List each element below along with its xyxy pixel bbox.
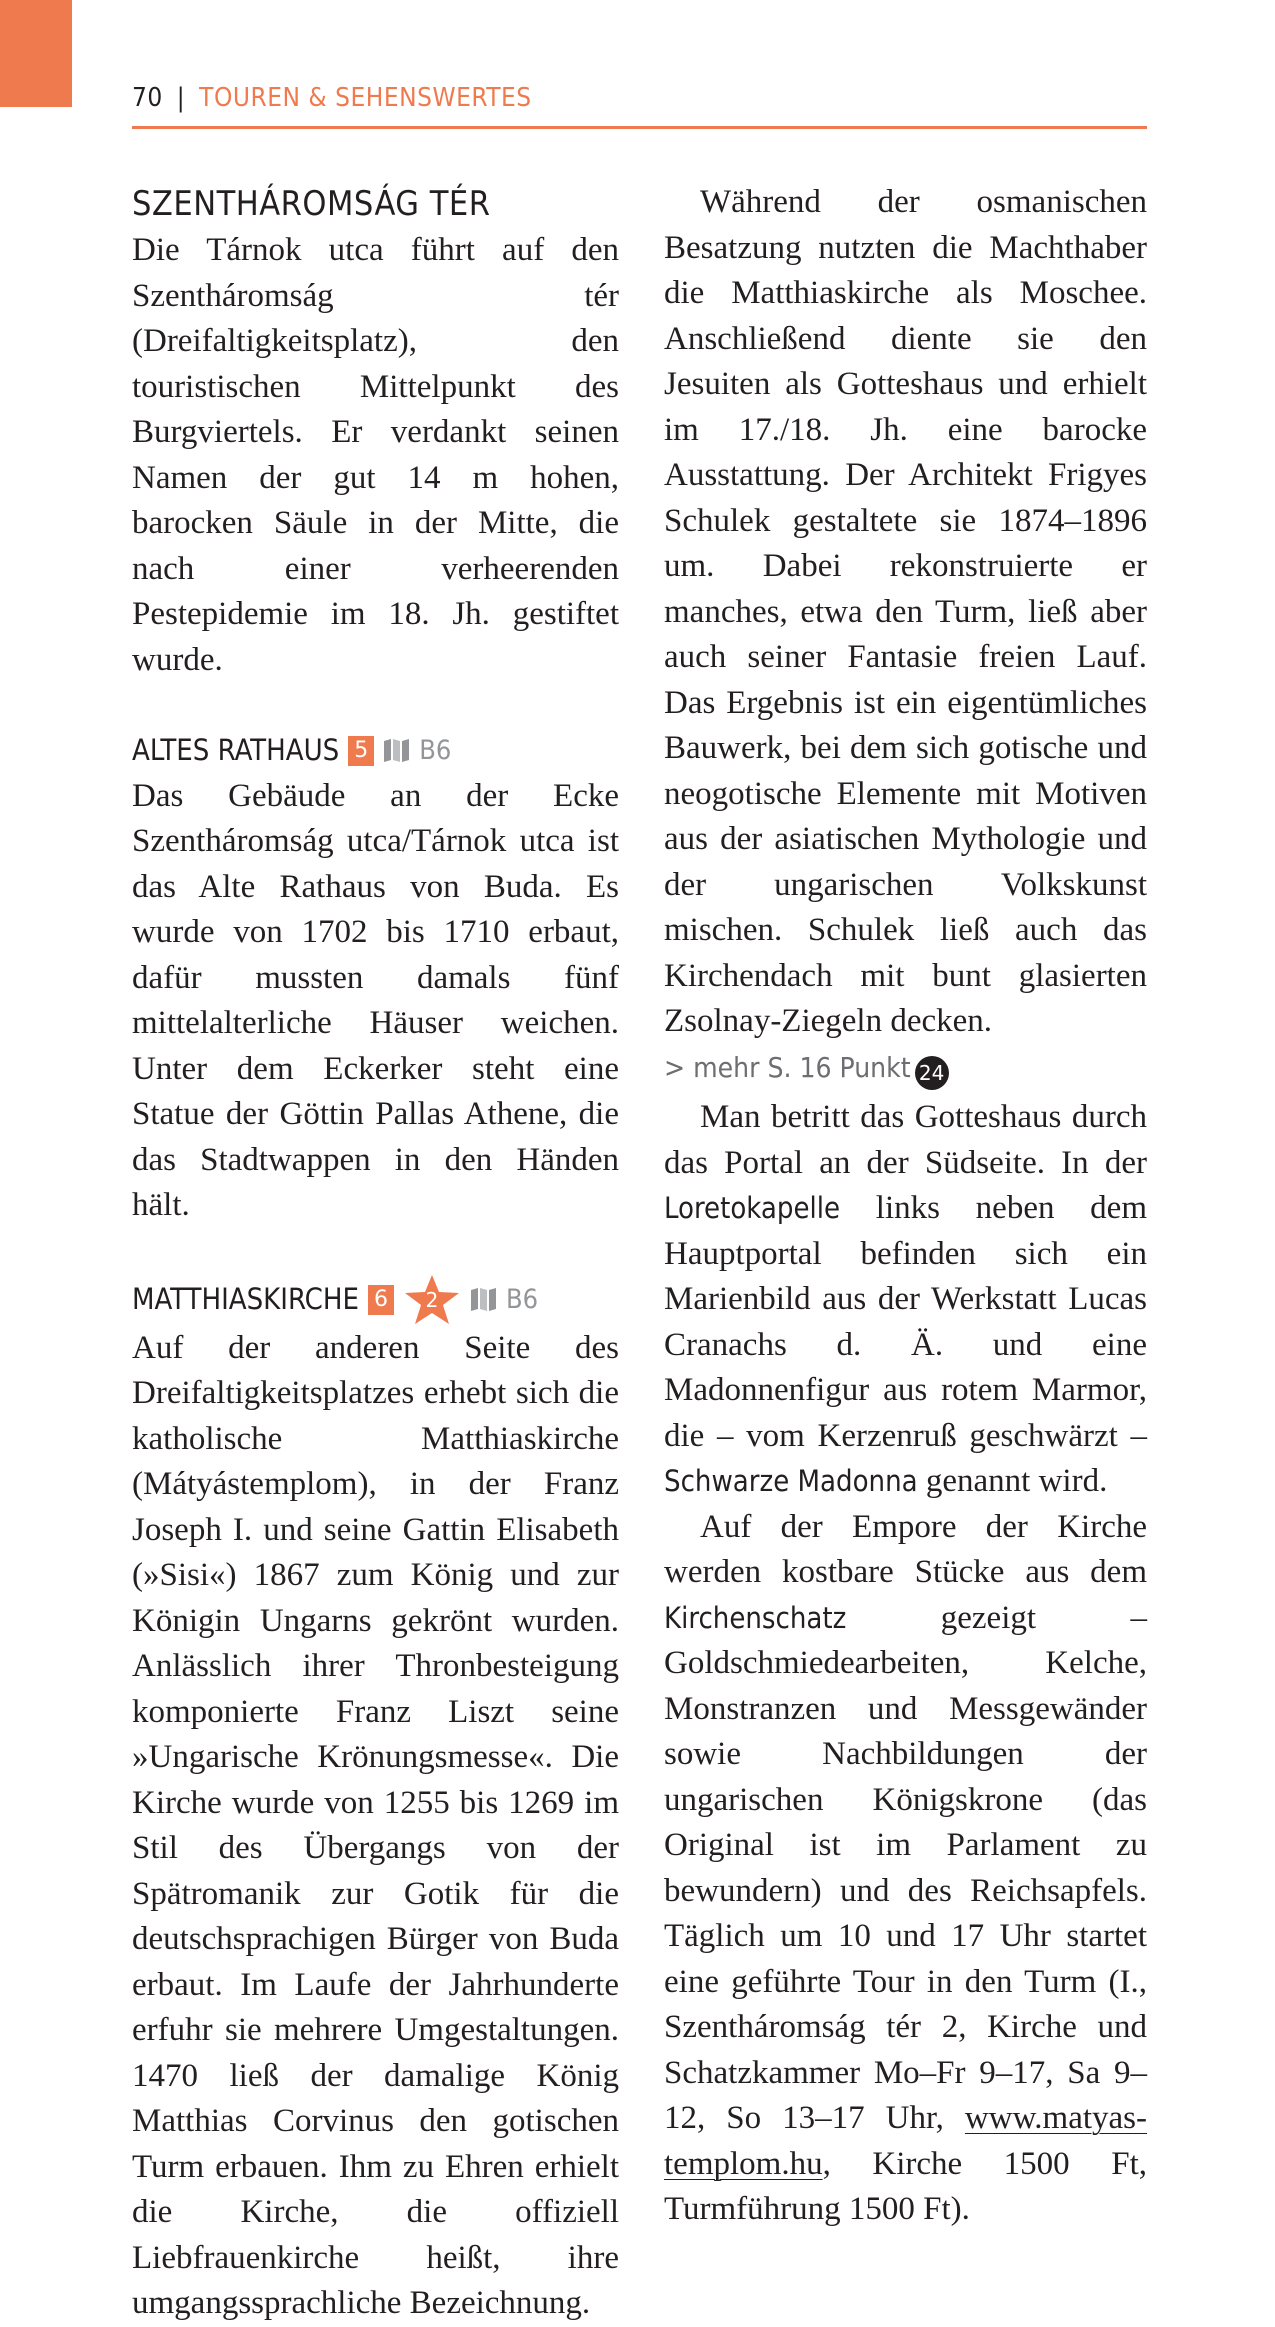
loretokapelle-text	[664, 1095, 1147, 1505]
paragraph-text: Während der osmanischen Besatzung nutzten die Machthaber die Matthiaskirche als Moschee. Anschließend diente sie den Jesuiten als Gotteshaus und erhielt im 17./18. Jh. eine barocke Ausstattung. Der Architekt Frigyes Schulek gestaltete sie 1874–1896 um. Dabei rekonstruierte er manches, etwa den Turm, ließ aber auch seiner Fantasie freien Lauf. Das Ergebnis ist ein eigentümliches Bauwerk, bei dem sich gotische und neogotische Elemente mit Motiven aus der asiatischen Mythologie und der ungarischen Volkskunst mischen. Schulek ließ auch das Kirchendach mit bunt glasierten Zsolnay-Ziegeln decken.	[664, 184, 1147, 1039]
running-header	[132, 78, 1147, 129]
szentharomsag-text: Die Tárnok utca führt auf den Szentháromság tér (Dreifaltigkeitsplatz), den touristischen Mittelpunkt des Burgviertels. Er verdankt seinen Namen der gut 14 m hohen, barocken Säule in der Mitte, die nach einer verheerenden Pestepidemie im 18. Jh. gestiftet wurde.	[132, 232, 619, 678]
map-grid-reference: B6	[506, 1283, 539, 1315]
paragraph-text: links neben dem Hauptportal befinden sich ein Marienbild aus der Werkstatt Lucas Cranachs d. Ä. und eine Madonnenfigur aus rotem Marmor, die – vom Kerzenruß geschwärzt –	[664, 1190, 1148, 1454]
website-link[interactable]: www.matyas-templom.hu	[664, 2100, 1147, 2182]
highlight-loretokapelle: Loretokapelle	[664, 1191, 841, 1225]
paragraph-text: , Kirche 1500 Ft, Turmführung 1500 Ft).	[664, 2145, 1147, 2227]
osmanische-besatzung-text	[664, 180, 1147, 1045]
section-title: TOUREN & SEHENSWERTES	[199, 83, 532, 113]
kirchenschatz-text	[664, 1505, 1147, 2233]
right-column	[664, 180, 1147, 2233]
cross-reference-text[interactable]: > mehr S. 16 Punkt	[664, 1050, 911, 1084]
paragraph-text: Auf der Empore der Kirche werden kostbare Stücke aus dem	[664, 1508, 1147, 1590]
sight-number-badge: 5	[348, 736, 374, 766]
altes-rathaus-text: Das Gebäude an der Ecke Szentháromság utca/Tárnok utca ist das Alte Rathaus von Buda. Es wurde von 1702 bis 1710 erbaut, dafür mussten damals fünf mittelalterliche Häuser weichen. Unter dem Eckerker steht eine Statue der Göttin Pallas Athene, die das Stadtwappen in den Händen hält.	[132, 777, 619, 1223]
heading-text: SZENTHÁROMSÁG TÉR	[132, 184, 491, 224]
map-grid-reference: B6	[419, 735, 452, 766]
left-column	[132, 180, 619, 2327]
sight-number-badge: 6	[368, 1285, 394, 1315]
star-rating: 2	[425, 1287, 439, 1312]
paragraph-text: gezeigt – Goldschmiedearbeiten, Kelche, Monstranzen und Messgewänder sowie Nachbildungen der ungarischen Königskrone (das Original ist im Parlament zu bewundern) und des Reichsapfels. Täglich um 10 und 17 Uhr startet eine geführte Tour in den Turm (I., Szentháromság tér 2, Kirche und Schatzkammer Mo–Fr 9–17, Sa 9–12, So 13–17 Uhr,	[664, 1599, 1147, 2136]
map-icon	[470, 1287, 497, 1312]
header-separator: |	[176, 83, 186, 113]
highlight-kirchenschatz: Kirchenschatz	[664, 1600, 847, 1635]
paragraph-text: Man betritt das Gotteshaus durch das Portal an der Südseite. In der	[664, 1099, 1147, 1181]
matthiaskirche-text: Auf der anderen Seite des Dreifaltigkeitsplatzes erhebt sich die katholische Matthiaskirche (Mátyástemplom), in der Franz Joseph I. und seine Gattin Elisabeth (»Sisi«) 1867 zum König und zur Königin Ungarns gekrönt wurden. Anlässlich ihrer Thronbesteigung komponierte Franz Liszt seine »Ungarische Krönungsmesse«. Die Kirche wurde von 1255 bis 1269 im Stil des Übergangs von der Spätromanik zur Gotik für die deutschsprachigen Bürger von Buda erbaut. Im Laufe der Jahrhunderte erfuhr sie mehrere Umgestaltungen. 1470 ließ der damalige König Matthias Corvinus den gotischen Turm erbauen. Ihm zu Ehren erhielt die Kirche, die offiziell Liebfrauenkirche heißt, ihre umgangssprachliche Bezeichnung.	[132, 1329, 619, 2321]
corner-tab	[0, 0, 72, 107]
point-number-badge: 24	[915, 1056, 949, 1090]
page-number: 70	[132, 83, 163, 113]
heading-text: MATTHIASKIRCHE	[132, 1281, 359, 1316]
heading-text: ALTES RATHAUS	[132, 733, 340, 767]
paragraph-text: genannt wird.	[925, 1463, 1108, 1499]
map-icon	[383, 738, 410, 763]
highlight-schwarze-madonna: Schwarze Madonna	[664, 1464, 918, 1498]
heading-altes-rathaus	[132, 728, 619, 774]
heading-matthiaskirche	[132, 1274, 619, 1326]
heading-szentharomsag-ter	[132, 180, 619, 228]
cross-reference[interactable]	[664, 1045, 1147, 1096]
star-icon	[403, 1274, 461, 1326]
